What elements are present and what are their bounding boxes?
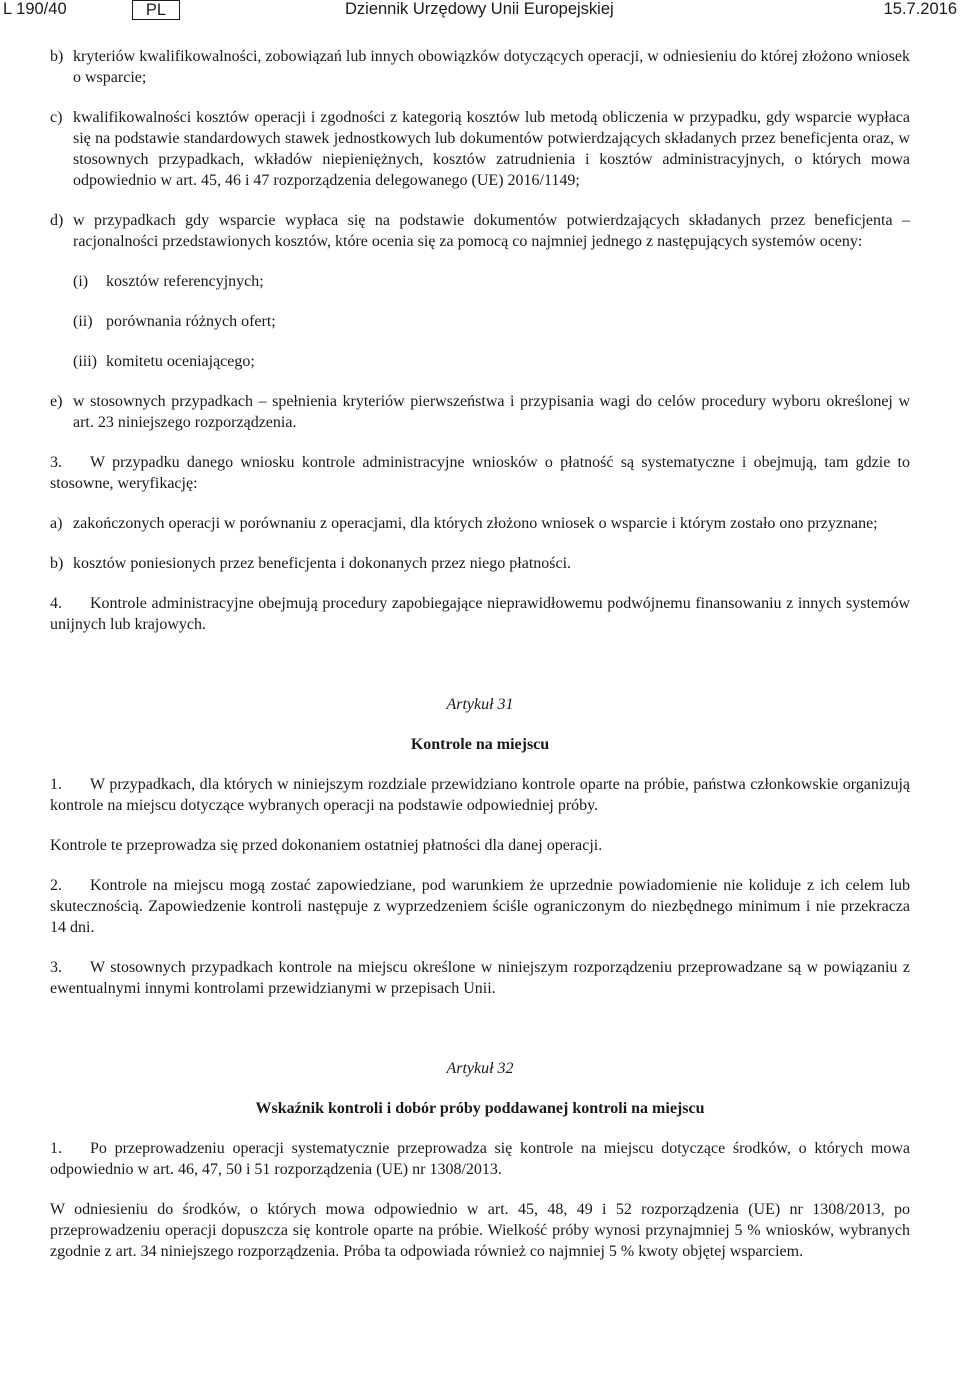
article-title: Artykuł 31 bbox=[446, 696, 514, 713]
paragraph-text: Po przeprowadzeniu operacji systematycznie przeprowadza się kontrole na miejscu dotyczące środków, o których mowa odpowiednio w art. 46, 47, 50 i 51 rozporządzenia (UE) nr 1308/2013. bbox=[50, 1140, 910, 1178]
list-item bbox=[50, 513, 910, 534]
sub-list-item bbox=[73, 271, 910, 292]
sub-item-label: (i) bbox=[73, 273, 89, 290]
sub-item-text: komitetu oceniającego; bbox=[106, 353, 255, 370]
article-title: Artykuł 32 bbox=[446, 1060, 514, 1077]
paragraph: W odniesieniu do środków, o których mowa odpowiednio w art. 45, 48, 49 i 52 rozporządzenia (UE) nr 1308/2013, po przeprowadzeniu operacji dopuszcza się kontrole oparte na próbie. Wielkość próby wynosi przynajmniej 5 % wniosków, wybranych zgodnie z art. 34 niniejszego rozporządzenia. Próba ta odpowiada również co najmniej 5 % kwoty objętej wsparciem. bbox=[50, 1201, 910, 1260]
document-body bbox=[50, 46, 910, 1281]
paragraph-number: 4. bbox=[50, 595, 62, 612]
list-item bbox=[50, 553, 910, 574]
numbered-paragraph bbox=[50, 1138, 910, 1180]
paragraph-number: 1. bbox=[50, 776, 62, 793]
language-badge: PL bbox=[132, 0, 180, 20]
paragraph-number: 2. bbox=[50, 877, 62, 894]
paragraph: Kontrole te przeprowadza się przed dokonaniem ostatniej płatności dla danej operacji. bbox=[50, 837, 603, 854]
sub-item-label: (ii) bbox=[73, 313, 93, 330]
paragraph-number: 1. bbox=[50, 1140, 62, 1157]
item-label: a) bbox=[50, 515, 63, 532]
item-label: d) bbox=[50, 212, 64, 229]
paragraph-text: W stosownych przypadkach kontrole na miejscu określone w niniejszym rozporządzeniu przeprowadzane są w powiązaniu z ewentualnymi innymi kontrolami przewidzianymi w przepisach Unii. bbox=[50, 959, 910, 997]
sub-list-item bbox=[73, 351, 910, 372]
paragraph-text: W przypadku danego wniosku kontrole administracyjne wniosków o płatność są systematyczne i obejmują, tam gdzie to stosowne, weryfikację: bbox=[50, 454, 910, 492]
paragraph-text: W przypadkach, dla których w niniejszym rozdziale przewidziano kontrole oparte na próbie, państwa członkowskie organizują kontrole na miejscu dotyczące wybranych operacji na podstawie odpowiedniej próby. bbox=[50, 776, 910, 814]
page-reference: L 190/40 bbox=[3, 0, 67, 18]
item-text: kosztów poniesionych przez beneficjenta i dokonanych przez niego płatności. bbox=[73, 555, 572, 572]
numbered-paragraph bbox=[50, 452, 910, 494]
sub-item-label: (iii) bbox=[73, 353, 97, 370]
numbered-paragraph bbox=[50, 875, 910, 938]
numbered-paragraph bbox=[50, 593, 910, 635]
item-text: kwalifikowalności kosztów operacji i zgodności z kategorią kosztów lub metodą obliczenia w przypadku, gdy wsparcie wypłaca się na podstawie standardowych stawek jednostkowych lub dokumentów potwierdzających składanych przez beneficjenta oraz, w stosownych przypadkach, wkładów niepieniężnych, kosztów zatrudnienia i kosztów administracyjnych, o których mowa odpowiednio w art. 45, 46 i 47 rozporządzenia delegowanego (UE) 2016/1149; bbox=[73, 109, 910, 189]
paragraph-number: 3. bbox=[50, 454, 62, 471]
item-text: kryteriów kwalifikowalności, zobowiązań lub innych obowiązków dotyczących operacji, w odniesieniu do której złożono wniosek o wsparcie; bbox=[73, 48, 910, 86]
item-text: w przypadkach gdy wsparcie wypłaca się na podstawie dokumentów potwierdzających składanych przez beneficjenta – racjonalności przedstawionych kosztów, które ocenia się za pomocą co najmniej jednego z następujących systemów oceny: bbox=[73, 212, 910, 250]
paragraph-number: 3. bbox=[50, 959, 62, 976]
publication-date: 15.7.2016 bbox=[883, 0, 957, 18]
article-heading: Wskaźnik kontroli i dobór próby poddawanej kontroli na miejscu bbox=[255, 1100, 705, 1117]
list-item bbox=[50, 210, 910, 252]
item-label: c) bbox=[50, 109, 63, 126]
list-item bbox=[50, 46, 910, 88]
sub-list-item bbox=[73, 311, 910, 332]
item-label: b) bbox=[50, 48, 64, 65]
numbered-paragraph bbox=[50, 774, 910, 816]
item-label: e) bbox=[50, 393, 63, 410]
journal-title: Dziennik Urzędowy Unii Europejskiej bbox=[345, 0, 614, 18]
list-item bbox=[50, 391, 910, 433]
sub-item-text: kosztów referencyjnych; bbox=[106, 273, 264, 290]
sub-item-text: porównania różnych ofert; bbox=[106, 313, 276, 330]
article-heading: Kontrole na miejscu bbox=[410, 736, 550, 753]
page-header bbox=[0, 0, 960, 24]
item-label: b) bbox=[50, 555, 64, 572]
paragraph-text: Kontrole administracyjne obejmują procedury zapobiegające nieprawidłowemu podwójnemu finansowaniu z innych systemów unijnych lub krajowych. bbox=[50, 595, 910, 633]
item-text: w stosownych przypadkach – spełnienia kryteriów pierwszeństwa i przypisania wagi do celów procedury wyboru określonej w art. 23 niniejszego rozporządzenia. bbox=[73, 393, 910, 431]
item-text: zakończonych operacji w porównaniu z operacjami, dla których złożono wniosek o wsparcie i którym zostało ono przyznane; bbox=[73, 515, 878, 532]
list-item bbox=[50, 107, 910, 191]
paragraph-text: Kontrole na miejscu mogą zostać zapowiedziane, pod warunkiem że uprzednie powiadomienie nie koliduje z ich celem lub skutecznością. Zapowiedzenie kontroli następuje z wyprzedzeniem ściśle ograniczonym do niezbędnego minimum i nie przekracza 14 dni. bbox=[50, 877, 910, 936]
numbered-paragraph bbox=[50, 957, 910, 999]
